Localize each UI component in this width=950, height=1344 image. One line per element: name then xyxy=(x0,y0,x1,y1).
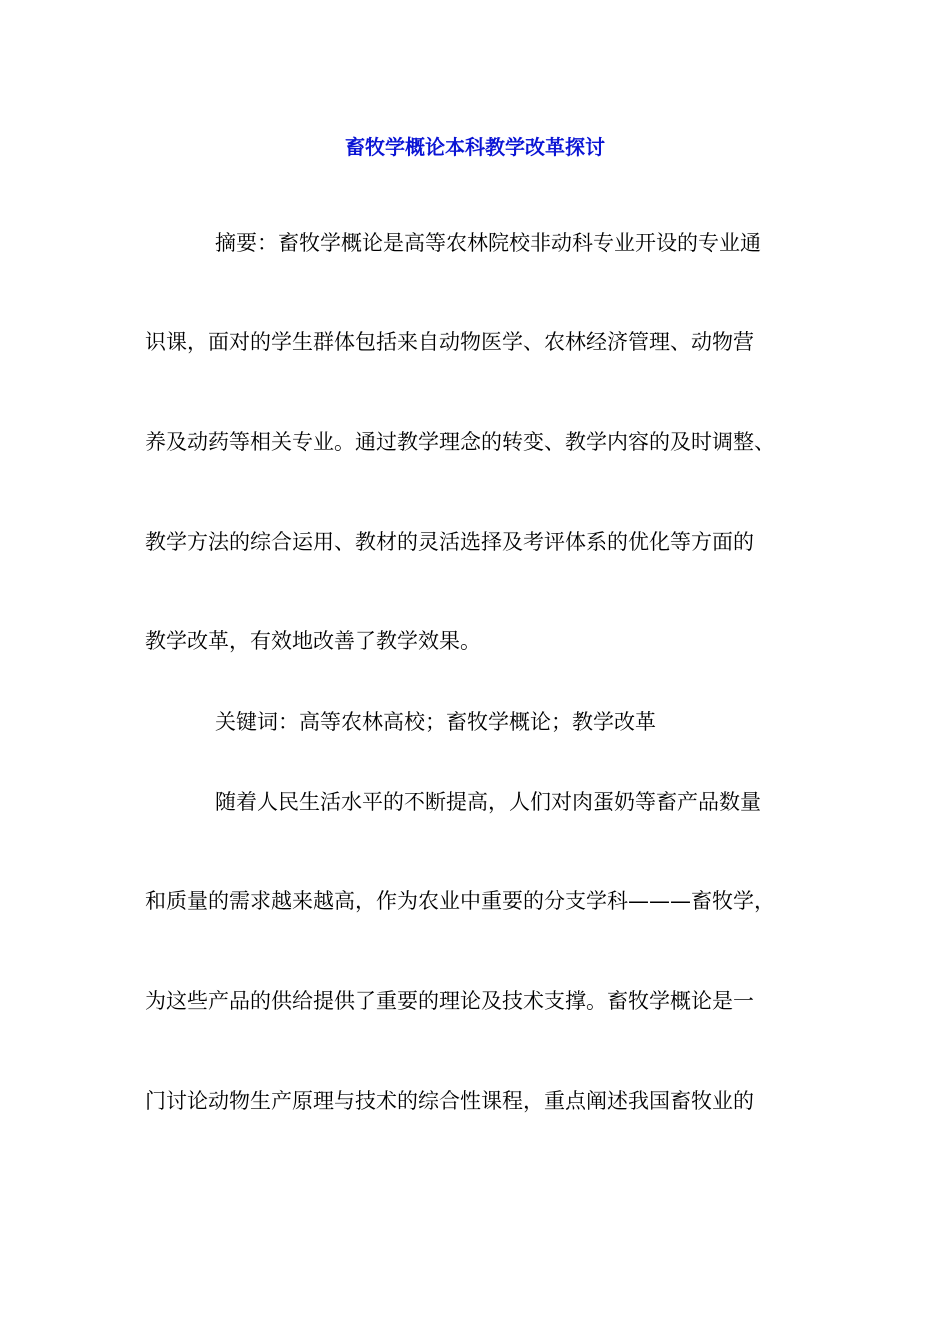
abstract-line-4: 教学方法的综合运用、教材的灵活选择及考评体系的优化等方面的 xyxy=(145,530,754,554)
abstract-line-1: 摘要：畜牧学概论是高等农林院校非动科专业开设的专业通 xyxy=(215,231,761,255)
body-line-2: 和质量的需求越来越高，作为农业中重要的分支学科———畜牧学， xyxy=(145,889,775,913)
abstract-line-5: 教学改革，有效地改善了教学效果。 xyxy=(145,629,481,653)
body-line-4: 门讨论动物生产原理与技术的综合性课程，重点阐述我国畜牧业的 xyxy=(145,1089,754,1113)
body-line-3: 为这些产品的供给提供了重要的理论及技术支撑。畜牧学概论是一 xyxy=(145,989,754,1013)
body-line-1: 随着人民生活水平的不断提高，人们对肉蛋奶等畜产品数量 xyxy=(215,790,761,814)
document-title: 畜牧学概论本科教学改革探讨 xyxy=(345,135,605,159)
keywords-line: 关键词：高等农林高校；畜牧学概论；教学改革 xyxy=(215,710,656,734)
abstract-line-3: 养及动药等相关专业。通过教学理念的转变、教学内容的及时调整、 xyxy=(145,430,775,454)
abstract-line-2: 识课，面对的学生群体包括来自动物医学、农林经济管理、动物营 xyxy=(145,330,754,354)
